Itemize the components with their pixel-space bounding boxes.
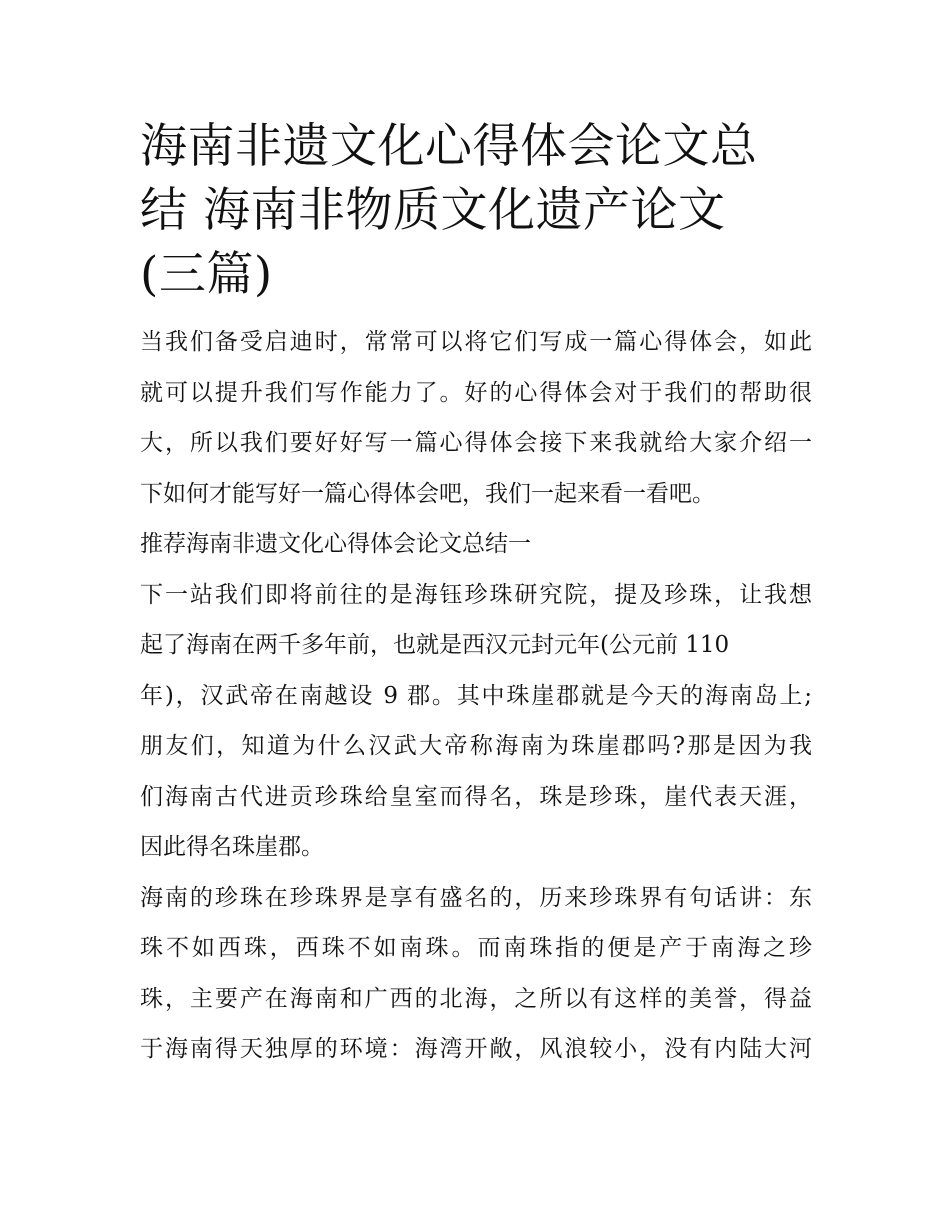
text-line: 就可以提升我们写作能力了。好的心得体会对于我们的帮助很 bbox=[140, 379, 812, 406]
text-line: 下如何才能写好一篇心得体会吧，我们一起来看一看吧。 bbox=[140, 480, 715, 507]
text-line: 珠，主要产在海南和广西的北海，之所以有这样的美誉，得益 bbox=[140, 985, 812, 1012]
document-body bbox=[140, 115, 812, 1075]
title-line: 海南非遗文化心得体会论文总 bbox=[140, 119, 758, 174]
text-line: 珠不如西珠，西珠不如南珠。而南珠指的便是产于南海之珍 bbox=[140, 935, 812, 961]
title-line: (三篇) bbox=[140, 247, 273, 302]
text-line: 因此得名珠崖郡。 bbox=[140, 834, 324, 860]
body-paragraph bbox=[140, 570, 812, 873]
text-line: 于海南得天独厚的环境：海湾开敞，风浪较小，没有内陆大河 bbox=[140, 1036, 812, 1062]
text-line: 下一站我们即将前往的是海钰珍珠研究院，提及珍珠，让我想 bbox=[140, 581, 812, 608]
text-line: 年)，汉武帝在南越设 9 郡。其中珠崖郡就是今天的海南岛上; bbox=[140, 682, 812, 709]
title-line: 结 海南非物质文化遗产论文 bbox=[140, 183, 726, 238]
body-paragraph bbox=[140, 873, 812, 1075]
text-line: 们海南古代进贡珍珠给皇室而得名，珠是珍珠，崖代表天涯， bbox=[140, 783, 812, 810]
intro-paragraph bbox=[140, 317, 812, 519]
text-line: 大，所以我们要好好写一篇心得体会接下来我就给大家介绍一 bbox=[140, 430, 812, 456]
text-line: 朋友们，知道为什么汉武大帝称海南为珠崖郡吗?那是因为我 bbox=[140, 733, 812, 759]
text-line: 当我们备受启迪时，常常可以将它们写成一篇心得体会，如此 bbox=[140, 329, 812, 355]
text-line: 起了海南在两千多年前，也就是西汉元封元年(公元前 110 bbox=[140, 632, 730, 658]
document-title bbox=[140, 115, 812, 307]
section-heading bbox=[140, 519, 812, 570]
text-line: 海南的珍珠在珍珠界是享有盛名的，历来珍珠界有句话讲：东 bbox=[140, 884, 812, 911]
text-line: 推荐海南非遗文化心得体会论文总结一 bbox=[140, 531, 531, 557]
